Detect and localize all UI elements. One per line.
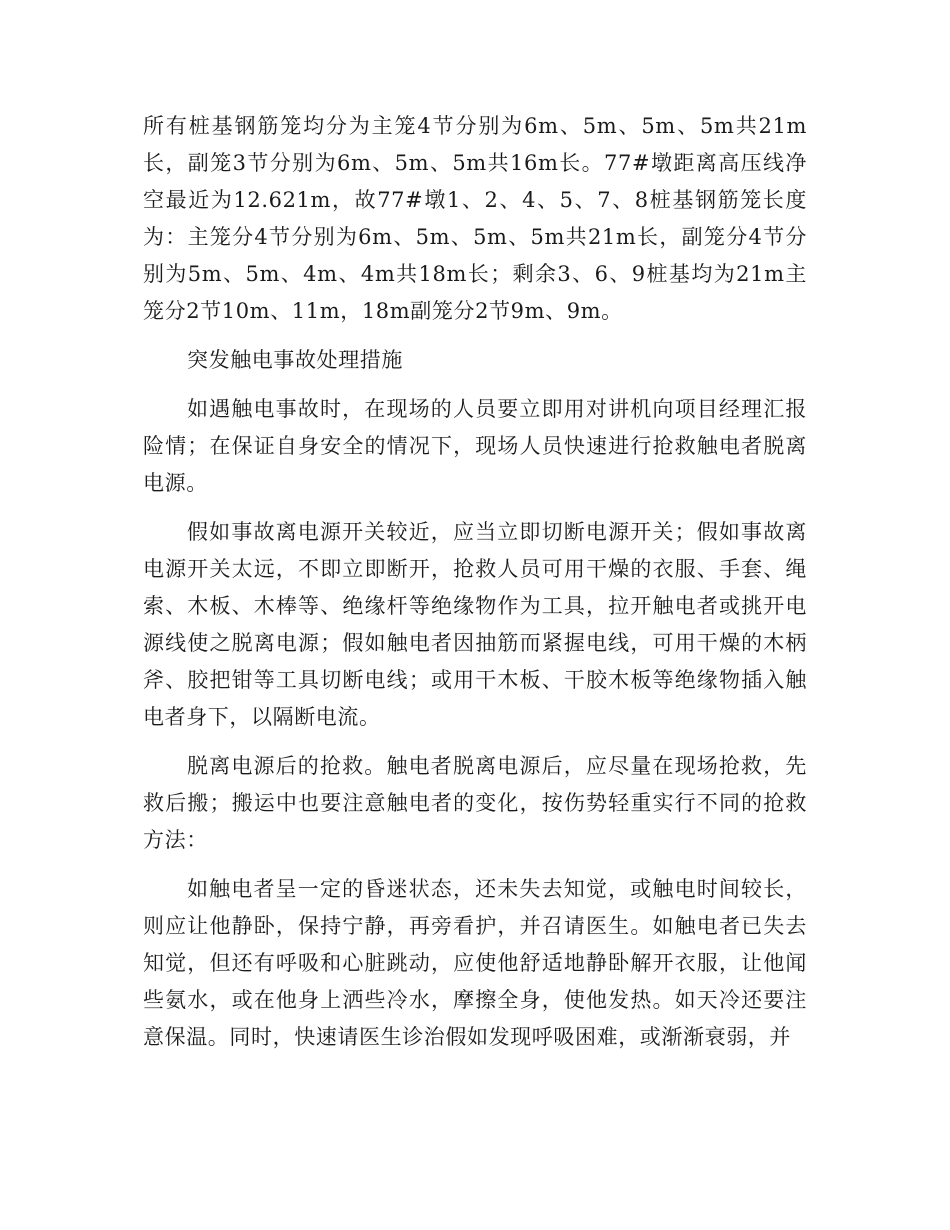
paragraph-cut-power: 假如事故离电源开关较近，应当立即切断电源开关；假如事故离电源开关太远，不即立即断开，抢救人员可用干燥的衣服、手套、绳索、木板、木棒等、绝缘杆等绝缘物作为工具，拉开触电者或挑开电源线使之脱离电源；假如触电者因抽筋而紧握电线，可用干燥的木柄斧、胶把钳等工具切断电线；或用干木板、干胶木板等绝缘物插入触电者身下，以隔断电流。 (143, 520, 807, 729)
paragraph-pile-cage-lengths: 所有桩基钢筋笼均分为主笼4节分别为6m、5m、5m、5m共21m长，副笼3节分别为6m、5m、5m共16m长。77#墩距离高压线净空最近为12.621m，故77#墩1、2、4、5、7、8桩基钢筋笼长度为：主笼分4节分别为6m、5m、5m、5m共21m长，副笼分4节分别为5m、5m、4m、4m共18m长；剩余3、6、9桩基均为21m主笼分2节10m、11m，18m副笼分2节9m、9m。 (143, 114, 807, 323)
section-heading-electric-shock: 突发触电事故处理措施 (187, 348, 403, 372)
paragraph-report-accident: 如遇触电事故时，在现场的人员要立即用对讲机向项目经理汇报险情；在保证自身安全的情况下，现场人员快速进行抢救触电者脱离电源。 (143, 397, 807, 495)
paragraph-rescue-after-disconnect: 脱离电源后的抢救。触电者脱离电源后，应尽量在现场抢救，先救后搬；搬运中也要注意触电者的变化，按伤势轻重实行不同的抢救方法： (143, 754, 807, 852)
paragraph-first-aid: 如触电者呈一定的昏迷状态，还未失去知觉，或触电时间较长，则应让他静卧，保持宁静，再旁看护，并召请医生。如触电者已失去知觉，但还有呼吸和心脏跳动，应使他舒适地静卧解开衣服，让他闻些氨水，或在他身上洒些冷水，摩擦全身，使他发热。如天冷还要注意保温。同时，快速请医生诊治假如发现呼吸困难，或渐渐衰弱，并 (143, 877, 807, 1049)
document-body (143, 108, 807, 1068)
